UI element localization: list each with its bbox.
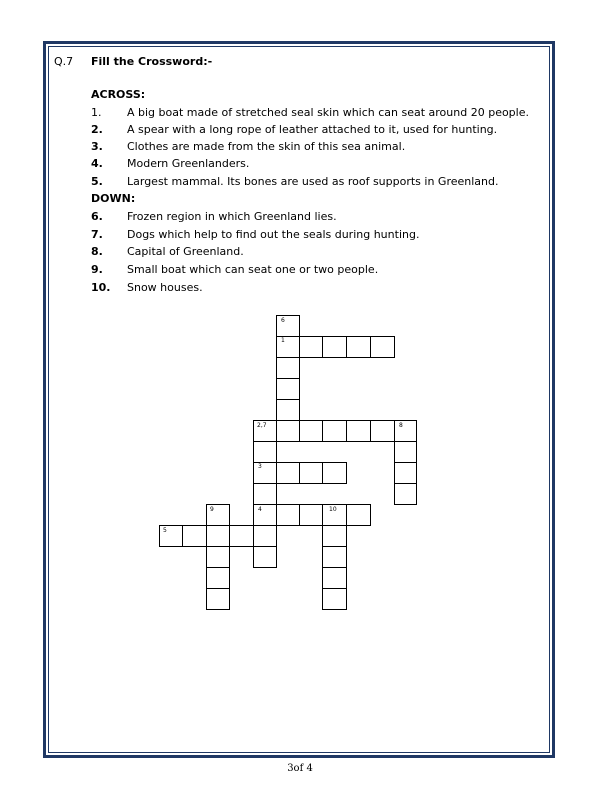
- crossword-cell[interactable]: [371, 337, 395, 358]
- across-clue-number: 3.: [91, 140, 103, 153]
- crossword-cell[interactable]: [254, 463, 277, 484]
- down-clue-text: Frozen region in which Greenland lies.: [127, 210, 337, 223]
- crossword-cell[interactable]: [207, 547, 230, 568]
- question-title: Fill the Crossword:-: [91, 55, 213, 68]
- grid-number-2-7: 2,7: [257, 422, 267, 429]
- across-clue-text: A spear with a long rope of leather attached to it, used for hunting.: [127, 123, 498, 136]
- grid-number-1: 1: [281, 337, 285, 344]
- crossword-cell[interactable]: [371, 421, 395, 442]
- crossword-cell[interactable]: [323, 526, 347, 547]
- crossword-cell[interactable]: [395, 421, 417, 442]
- grid-number-8: 8: [399, 422, 403, 429]
- across-clue-number: 2.: [91, 123, 103, 136]
- across-clue-number: 5.: [91, 175, 103, 188]
- across-clue-number: 1.: [91, 106, 102, 119]
- crossword-cell[interactable]: [277, 358, 300, 379]
- crossword-cell[interactable]: [323, 568, 347, 589]
- crossword-cell[interactable]: [300, 463, 323, 484]
- down-clue-text: Snow houses.: [127, 281, 203, 294]
- grid-number-10: 10: [329, 506, 337, 513]
- crossword-cell[interactable]: [277, 400, 300, 421]
- down-clue-number: 6.: [91, 210, 103, 223]
- crossword-cell[interactable]: [277, 421, 300, 442]
- across-clue-number: 4.: [91, 157, 103, 170]
- crossword-cell[interactable]: [207, 526, 230, 547]
- down-clue-number: 8.: [91, 245, 103, 258]
- down-clue-number: 10.: [91, 281, 111, 294]
- grid-number-5: 5: [163, 527, 167, 534]
- question-number: Q.7: [54, 55, 74, 68]
- crossword-cell[interactable]: [277, 463, 300, 484]
- crossword-cell[interactable]: [395, 463, 417, 484]
- crossword-cell[interactable]: [300, 337, 323, 358]
- crossword-cell[interactable]: [323, 337, 347, 358]
- crossword-cell[interactable]: [300, 421, 323, 442]
- crossword-cell[interactable]: [183, 526, 207, 547]
- across-clue-text: A big boat made of stretched seal skin which can seat around 20 people.: [127, 106, 529, 119]
- grid-number-6: 6: [281, 317, 285, 324]
- crossword-cell[interactable]: [347, 337, 371, 358]
- across-clue-text: Modern Greenlanders.: [127, 157, 250, 170]
- crossword-cell[interactable]: [277, 379, 300, 400]
- grid-number-9: 9: [210, 506, 214, 513]
- crossword-cell[interactable]: [207, 589, 230, 610]
- crossword-cell[interactable]: [230, 526, 254, 547]
- crossword-cell[interactable]: [347, 421, 371, 442]
- crossword-cell[interactable]: [254, 442, 277, 463]
- crossword-cell[interactable]: [395, 484, 417, 505]
- crossword-cell[interactable]: [254, 526, 277, 547]
- crossword-cell[interactable]: [277, 337, 300, 358]
- down-clue-number: 9.: [91, 263, 103, 276]
- down-clue-number: 7.: [91, 228, 103, 241]
- crossword-cell[interactable]: [323, 421, 347, 442]
- crossword-cell[interactable]: [395, 442, 417, 463]
- across-clue-text: Clothes are made from the skin of this sea animal.: [127, 140, 406, 153]
- down-clue-text: Dogs which help to find out the seals during hunting.: [127, 228, 420, 241]
- crossword-cell[interactable]: [323, 589, 347, 610]
- crossword-cell[interactable]: [277, 316, 300, 337]
- grid-number-4: 4: [258, 506, 262, 513]
- down-clue-text: Capital of Greenland.: [127, 245, 244, 258]
- crossword-cell[interactable]: [254, 505, 277, 526]
- down-clue-text: Small boat which can seat one or two people.: [127, 263, 379, 276]
- across-clue-text: Largest mammal. Its bones are used as roof supports in Greenland.: [127, 175, 499, 188]
- across-heading: ACROSS:: [91, 88, 146, 101]
- crossword-cell[interactable]: [323, 463, 347, 484]
- crossword-cell[interactable]: [347, 505, 371, 526]
- crossword-cell[interactable]: [277, 505, 300, 526]
- crossword-cell[interactable]: [300, 505, 323, 526]
- grid-number-3: 3: [258, 463, 262, 470]
- crossword-cell[interactable]: [254, 547, 277, 568]
- crossword-cell[interactable]: [254, 484, 277, 505]
- page-number: 3of 4: [287, 763, 313, 774]
- crossword-cell[interactable]: [207, 568, 230, 589]
- crossword-cell[interactable]: [323, 547, 347, 568]
- down-heading: DOWN:: [91, 192, 136, 205]
